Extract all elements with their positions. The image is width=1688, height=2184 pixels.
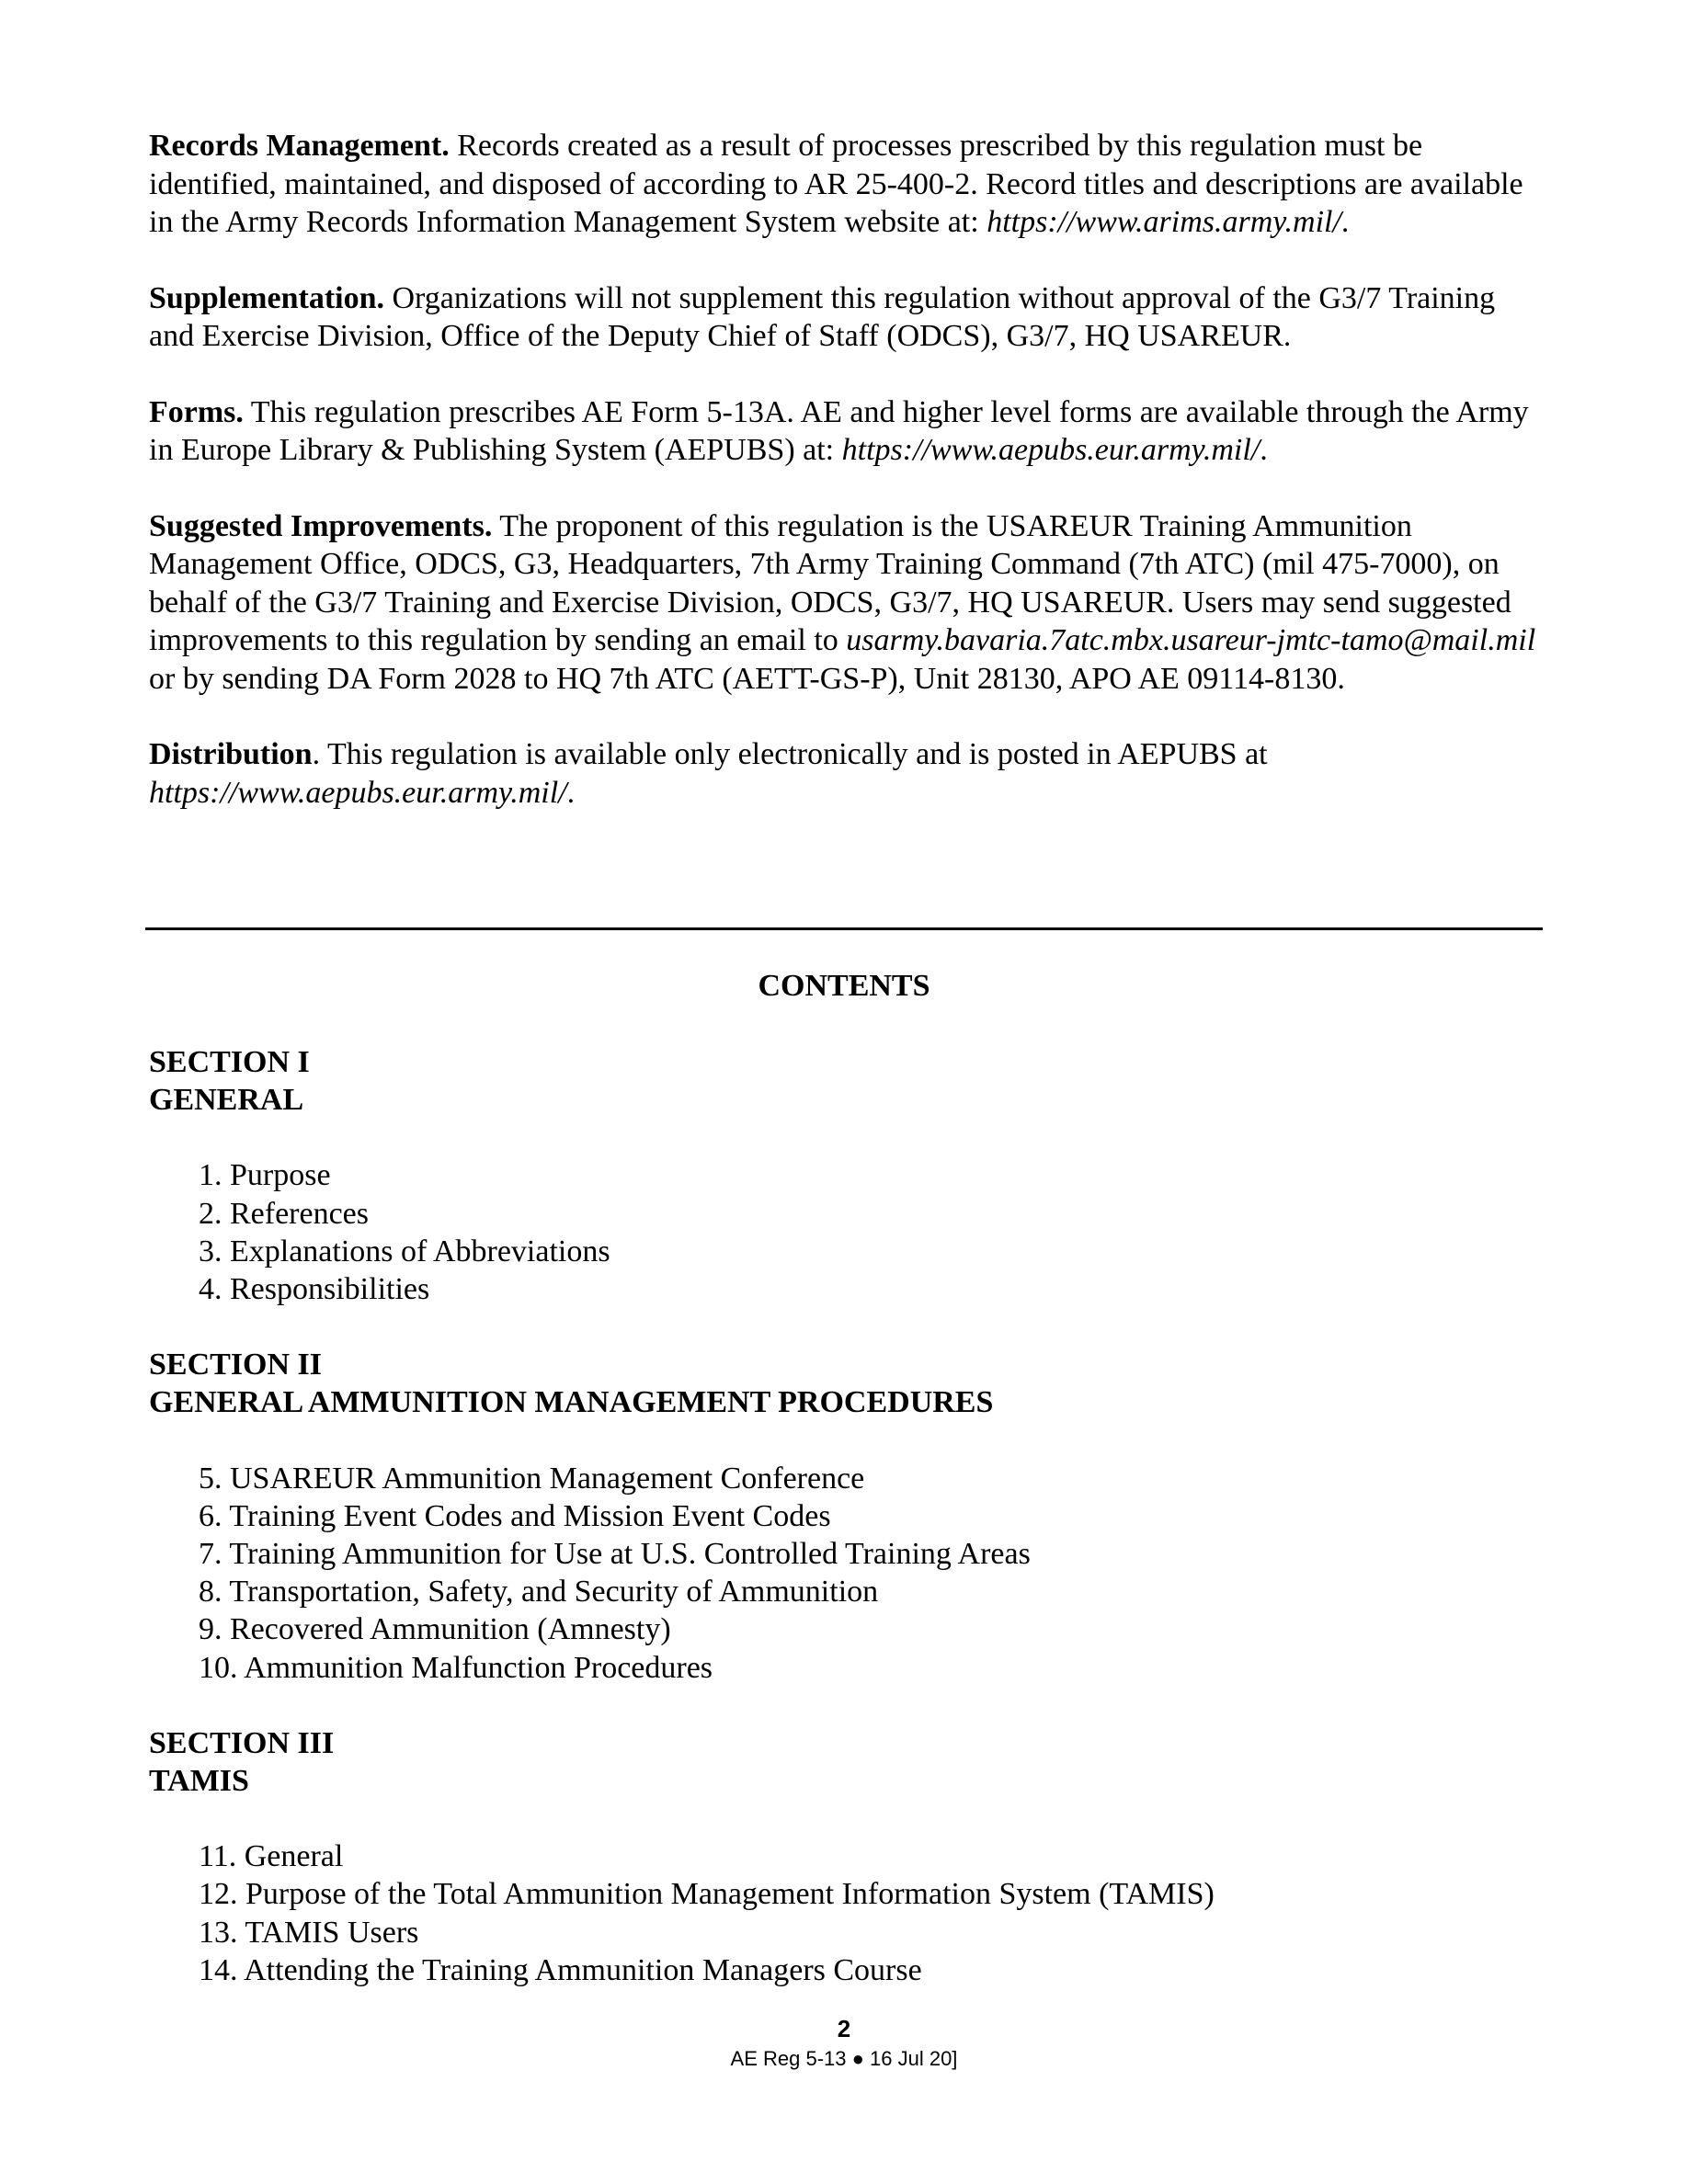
records-management-heading: Records Management. [149,129,450,163]
suggested-improvements-heading: Suggested Improvements. [149,508,493,543]
aepubs-link[interactable]: https://www.aepubs.eur.army.mil/ [841,433,1260,467]
toc-item[interactable]: 13. TAMIS Users [199,1915,419,1950]
toc-section-1 [149,1043,1546,1308]
supplementation-paragraph [149,279,1546,356]
contents-title: CONTENTS [758,969,930,1003]
forms-text: This regulation prescribes AE Form 5-13A. AE and higher level forms are available through the Army in Europe Library & Publishing System (AEPUBS) at: [149,394,1529,467]
toc-item[interactable]: 5. USAREUR Ammunition Management Conference [199,1461,865,1496]
toc-section-3 [149,1724,1546,1989]
forms-end: . [1260,433,1268,467]
distribution-paragraph [149,735,1546,812]
records-management-text: Records created as a result of processes prescribed by this regulation must be identified, maintained, and disposed of according to AR 25-400-2. Record titles and descriptions are available in the Army Records Information Management System website at: [149,129,1523,239]
toc-item[interactable]: 9. Recovered Ammunition (Amnesty) [199,1612,671,1647]
toc-item[interactable]: 6. Training Event Codes and Mission Event Codes [199,1498,831,1533]
distribution-aepubs-link[interactable]: https://www.aepubs.eur.army.mil/ [149,775,567,810]
toc-item[interactable]: 7. Training Ammunition for Use at U.S. Controlled Training Areas [199,1537,1031,1572]
toc-section-2 [149,1346,1546,1687]
records-end: . [1340,205,1350,239]
tamo-email-link[interactable]: usarmy.bavaria.7atc.mbx.usareur-jmtc-tamo@mail.mil [846,623,1536,657]
suggested-improvements-paragraph [149,507,1546,699]
distribution-end: . [566,775,576,810]
supplementation-heading: Supplementation. [149,280,384,315]
suggested-improvements-text: The proponent of this regulation is the USAREUR Training Ammunition Management Office, ODCS, G3, Headquarters, 7th Army Training Command (7th ATC) (mil 475-7000), on behalf of the G3/7 Training and Exercise Division, ODCS, G3/7, HQ USAREUR. Users may send suggested improvements to this regulation by sending an email to [149,508,1511,657]
front-matter [149,127,1546,849]
toc-item[interactable]: 11. General [199,1839,344,1874]
toc-section-name: TAMIS [149,1764,249,1799]
toc-section-3-items [149,1837,1546,1989]
page-number: 2 [837,2015,851,2042]
toc-item[interactable]: 2. References [199,1196,370,1231]
toc-section-label: SECTION III [149,1725,335,1760]
suggested-improvements-text-2: or by sending DA Form 2028 to HQ 7th ATC (AETT-GS-P), Unit 28130, APO AE 09114-8130. [149,661,1345,696]
forms-paragraph [149,393,1546,470]
distribution-text: . This regulation is available only electronically and is posted in AEPUBS at [312,737,1268,771]
toc-section-name: GENERAL AMMUNITION MANAGEMENT PROCEDURES [149,1385,994,1420]
toc-section-1-items [149,1156,1546,1308]
records-management-paragraph [149,127,1546,242]
toc-section-2-items [149,1460,1546,1687]
horizontal-divider [145,927,1543,930]
toc-section-label: SECTION I [149,1045,310,1079]
toc-item[interactable]: 4. Responsibilities [199,1272,430,1307]
toc-item[interactable]: 1. Purpose [199,1158,331,1193]
toc-item[interactable]: 12. Purpose of the Total Ammunition Management Information System (TAMIS) [199,1877,1215,1912]
toc-item[interactable]: 8. Transportation, Safety, and Security of Ammunition [199,1575,879,1610]
table-of-contents [149,1043,1546,2027]
toc-item[interactable]: 3. Explanations of Abbreviations [199,1234,610,1268]
toc-section-label: SECTION II [149,1348,323,1382]
toc-item[interactable]: 14. Attending the Training Ammunition Managers Course [199,1952,922,1987]
distribution-heading: Distribution [149,737,313,771]
toc-item[interactable]: 10. Ammunition Malfunction Procedures [199,1650,713,1685]
arims-link[interactable]: https://www.arims.army.mil/ [987,205,1341,239]
forms-heading: Forms. [149,394,244,429]
supplementation-text: Organizations will not supplement this regulation without approval of the G3/7 Training and Exercise Division, Office of the Deputy Chief of Staff (ODCS), G3/7, HQ USAREUR. [149,280,1496,353]
document-id-footer: AE Reg 5-13 ● 16 Jul 20] [730,2047,958,2070]
toc-section-name: GENERAL [149,1083,304,1118]
